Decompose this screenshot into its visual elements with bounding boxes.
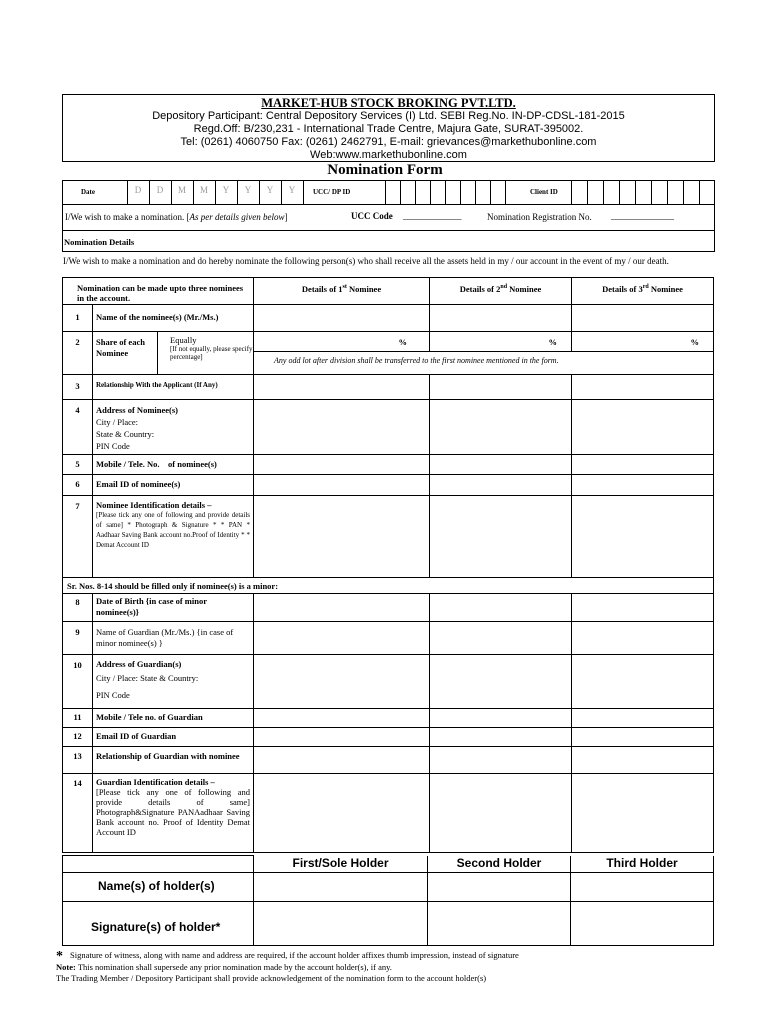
first-holder-header: First/Sole Holder — [254, 856, 428, 873]
row-label: Name of Guardian (Mr./Ms.) {in case of minor nominee(s) } — [93, 622, 254, 655]
nomination-details-heading: Nomination Details — [64, 237, 135, 247]
nominee-3-dob[interactable] — [572, 594, 714, 622]
date-box[interactable]: Y — [244, 185, 252, 195]
form-title: Nomination Form — [327, 162, 443, 178]
row-label: Name of the nominee(s) (Mr./Ms.) — [93, 305, 254, 332]
table-row: 8 Date of Birth {in case of minor nominee(s)} — [63, 594, 714, 622]
table-row: 3 Relationship With the Applicant (If Any) — [63, 375, 714, 400]
guardian-2-address[interactable] — [430, 655, 572, 709]
minor-note-row — [63, 578, 714, 594]
date-box[interactable]: D — [134, 185, 142, 195]
company-name: MARKET-HUB STOCK BROKING PVT.LTD. — [261, 96, 516, 110]
nominee-1-relationship[interactable] — [254, 375, 430, 400]
date-box[interactable]: D — [156, 185, 164, 195]
nominee-3-mobile[interactable] — [572, 455, 714, 475]
dp-line: Depository Participant: Central Depository Services (I) Ltd. SEBI Reg.No. IN-DP-CDSL-181-2015 — [152, 110, 625, 122]
nominee-3-email[interactable] — [572, 475, 714, 496]
witness-note: * Signature of witness, along with name and address are required, if the account holder affixes thumb impression, instead of signature — [56, 949, 519, 964]
table-row: 6 Email ID of nominee(s) — [63, 475, 714, 496]
minor-note: Sr. Nos. 8-14 should be filled only if nominee(s) is a minor: — [63, 578, 714, 594]
nominee-1-address[interactable] — [254, 400, 430, 455]
date-box[interactable]: Y — [288, 185, 296, 195]
date-box[interactable]: Y — [266, 185, 274, 195]
share-pct-1[interactable]: % — [254, 332, 430, 351]
client-id-label: Client ID — [530, 188, 558, 196]
nomination-reg-label: Nomination Registration No. — [487, 212, 592, 222]
nominee-2-dob[interactable] — [430, 594, 572, 622]
nominee-1-name[interactable] — [254, 305, 430, 332]
second-holder-header: Second Holder — [428, 856, 571, 873]
guardian-3-name[interactable] — [572, 622, 714, 655]
row-label: Email ID of nominee(s) — [93, 475, 254, 496]
col-header-nominee-3: Details of 3rd Nominee — [572, 278, 714, 305]
nominee-1-id[interactable] — [254, 496, 430, 578]
guardian-1-id[interactable] — [254, 774, 430, 853]
nominee-table — [62, 277, 714, 853]
table-row: 10 Address of Guardian(s) City / Place: State & Country: PIN Code — [63, 655, 714, 709]
guardian-1-name[interactable] — [254, 622, 430, 655]
nominee-3-address[interactable] — [572, 400, 714, 455]
third-holder-signature[interactable] — [571, 902, 714, 946]
header-box — [62, 94, 715, 162]
guardian-3-mobile[interactable] — [572, 709, 714, 728]
row-label: Nominee Identification details – [Please tick any one of following and provide details of same] * Photograph & Signature * * PAN * Aadhaar Saving Bank account no.Proof of Identity * * Demat Account ID — [93, 496, 254, 578]
guardian-3-id[interactable] — [572, 774, 714, 853]
nominee-3-relationship[interactable] — [572, 375, 714, 400]
table-row: 5 Mobile / Tele. No. of nominee(s) — [63, 455, 714, 475]
nominee-1-dob[interactable] — [254, 594, 430, 622]
date-box[interactable]: M — [199, 185, 208, 195]
col-header-nominee-1: Details of 1st Nominee — [254, 278, 430, 305]
table-header-row — [63, 278, 714, 305]
table-row: 9 Name of Guardian (Mr./Ms.) {in case of minor nominee(s) } — [63, 622, 714, 655]
table-row: 11 Mobile / Tele no. of Guardian — [63, 709, 714, 728]
wish-row: I/We wish to make a nomination. [As per details given below] UCC Code _____________ Nomination Registration No. ______________ — [62, 204, 715, 231]
address-line: Regd.Off: B/230,231 - International Trade Centre, Majura Gate, SURAT-395002. — [193, 123, 584, 135]
acknowledgement-note: The Trading Member / Depository Participant shall provide acknowledgement of the nomination form to the account holder(s) — [56, 973, 487, 983]
holders-header-row — [63, 856, 714, 873]
nominee-2-address[interactable] — [430, 400, 572, 455]
third-holder-name[interactable] — [571, 873, 714, 902]
first-holder-name[interactable] — [254, 873, 428, 902]
guardian-1-email[interactable] — [254, 728, 430, 747]
date-box[interactable]: M — [177, 185, 186, 195]
nomination-reg-blank[interactable]: ______________ — [611, 211, 674, 221]
nominee-2-relationship[interactable] — [430, 375, 572, 400]
nominee-2-email[interactable] — [430, 475, 572, 496]
nominee-2-name[interactable] — [430, 305, 572, 332]
table-row: 14 Guardian Identification details – [Please tick any one of following and provide details of same] Photograph&Signature PANAadhaar Saving Bank account no. Proof of Identity Demat Account ID — [63, 774, 714, 853]
supersede-note: Note: This nomination shall supersede any prior nomination made by the account holder(s), if any. — [56, 962, 392, 972]
guardian-2-mobile[interactable] — [430, 709, 572, 728]
nominee-3-name[interactable] — [572, 305, 714, 332]
table-row: 4 Address of Nominee(s) City / Place: State & Country: PIN Code — [63, 400, 714, 455]
row-label: Relationship of Guardian with nominee — [93, 747, 254, 774]
date-label: Date — [81, 188, 95, 196]
equally-option[interactable]: Equally — [170, 335, 197, 345]
holder-names-row — [63, 873, 714, 902]
row-label: Address of Guardian(s) City / Place: State & Country: PIN Code — [93, 655, 254, 709]
nominee-2-mobile[interactable] — [430, 455, 572, 475]
nominee-2-id[interactable] — [430, 496, 572, 578]
third-holder-header: Third Holder — [571, 856, 714, 873]
nomination-details-row — [62, 231, 715, 252]
table-row: 7 Nominee Identification details – [Please tick any one of following and provide details of same] * Photograph & Signature * * PAN * Aadhaar Saving Bank account no.Proof of Identity * * Demat Account ID — [63, 496, 714, 578]
guardian-3-relationship[interactable] — [572, 747, 714, 774]
guardian-2-name[interactable] — [430, 622, 572, 655]
nominee-3-id[interactable] — [572, 496, 714, 578]
nomination-intro: I/We wish to make a nomination and do hereby nominate the following person(s) who shall receive all the assets held in my / our account in the event of my / our death. — [63, 256, 669, 266]
nominee-1-email[interactable] — [254, 475, 430, 496]
second-holder-signature[interactable] — [428, 902, 571, 946]
table-row: 13 Relationship of Guardian with nominee — [63, 747, 714, 774]
guardian-1-address[interactable] — [254, 655, 430, 709]
share-cell: Share of each Nominee Equally [If not equally, please specify percentage] — [93, 332, 254, 375]
table-row: 12 Email ID of Guardian — [63, 728, 714, 747]
guardian-3-address[interactable] — [572, 655, 714, 709]
ucc-dp-label: UCC/ DP ID — [313, 188, 351, 196]
nominee-1-mobile[interactable] — [254, 455, 430, 475]
web-line: Web:www.markethubonline.com — [310, 149, 467, 161]
guardian-1-relationship[interactable] — [254, 747, 430, 774]
holder-signatures-label: Signature(s) of holder* — [63, 902, 254, 946]
second-holder-name[interactable] — [428, 873, 571, 902]
share-pct-2[interactable]: % — [430, 332, 572, 351]
row-label: Mobile / Tele. No. of nominee(s) — [93, 455, 254, 475]
row-label: Email ID of Guardian — [93, 728, 254, 747]
share-pct-3[interactable]: % — [690, 337, 700, 347]
guardian-3-email[interactable] — [572, 728, 714, 747]
holder-signatures-row — [63, 902, 714, 946]
ucc-code-label: UCC Code — [351, 211, 393, 221]
date-box[interactable]: Y — [222, 185, 230, 195]
share-input-cell — [254, 332, 714, 375]
holders-table — [62, 855, 714, 946]
ucc-code-blank[interactable]: _____________ — [403, 211, 462, 221]
first-holder-signature[interactable] — [254, 902, 428, 946]
row-label: Mobile / Tele no. of Guardian — [93, 709, 254, 728]
guardian-2-id[interactable] — [430, 774, 572, 853]
id-row — [62, 180, 715, 205]
row-label: Guardian Identification details – [Please tick any one of following and provide details of same] Photograph&Signature PANAadhaar Saving Bank account no. Proof of Identity Demat Account ID — [93, 774, 254, 853]
guardian-2-relationship[interactable] — [430, 747, 572, 774]
row-label: Date of Birth {in case of minor nominee(s)} — [93, 594, 254, 622]
guardian-2-email[interactable] — [430, 728, 572, 747]
row-label: Relationship With the Applicant (If Any) — [93, 375, 254, 400]
table-row: 1 Name of the nominee(s) (Mr./Ms.) — [63, 305, 714, 332]
guardian-1-mobile[interactable] — [254, 709, 430, 728]
wish-text: I/We wish to make a nomination. [ — [65, 212, 190, 222]
odd-lot-note: Any odd lot after division shall be transferred to the first nominee mentioned in the form. — [274, 356, 559, 365]
table-row: 2 Share of each Nominee Equally [If not equally, please specify percentage] % % % Any odd lot after division shall be transferred to the first nominee mentioned in the form. — [63, 332, 714, 375]
contact-line: Tel: (0261) 4060750 Fax: (0261) 2462791, E-mail: grievances@markethubonline.com — [180, 136, 597, 148]
wish-italic: As per details given below — [189, 212, 285, 222]
holder-names-label: Name(s) of holder(s) — [63, 873, 254, 902]
col-header-nominee-2: Details of 2nd Nominee — [430, 278, 572, 305]
col-header-left: Nomination can be made upto three nominees in the account. — [63, 278, 254, 305]
row-label: Address of Nominee(s) City / Place: State & Country: PIN Code — [93, 400, 254, 455]
